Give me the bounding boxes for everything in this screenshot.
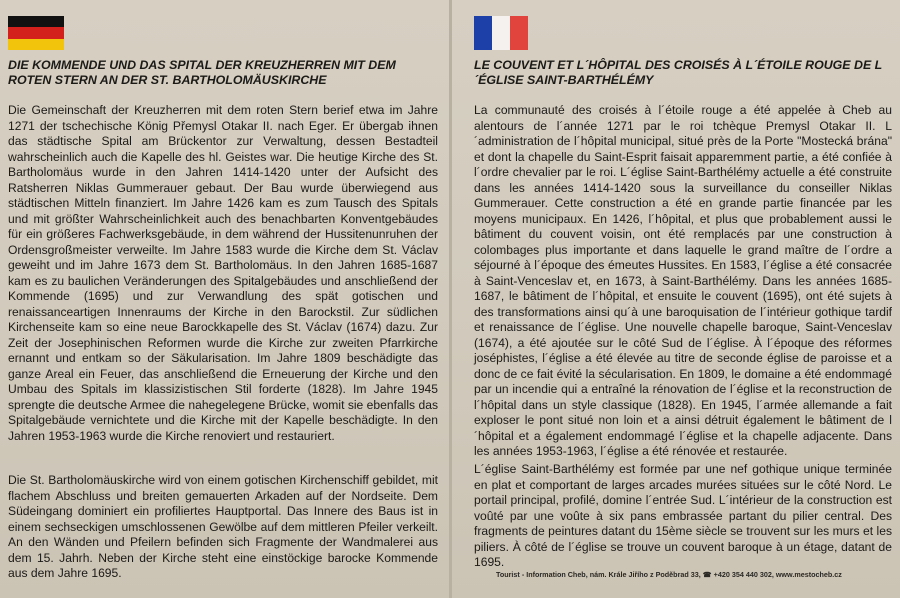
french-paragraph-1: La communauté des croisés à l´étoile rouge a été appelée à Cheb au alentours de l´année 1271 par le roi tchèque Premysl Otakar II. L´administration de l´hôpital municipal, situé près de la Porte "Mostecká brána" et dont la chapelle du Saint-Esprit faisait apparemment partie, a été confiée à l´ordre chevalier par le roi. L´église Saint-Barthélémy actuelle a été construite dans les années 1414-1420 sous la surveillance du conseiller Niklas Gummerauer. Cette construction a été en grande partie financée par les moyens municipaux. En 1426, l´hôpital, et plus que probablement aussi le bâtiment du couvent voisin, ont été remplacés par une construction à colombages plus importante et dans laquelle le grand maître de l´ordre a séjourné à l´époque des émeutes Hussites. En 1583, l´église a été consacrée à Saint-Venceslav et, en 1673, à Saint-Barthélémy. Dans les années 1685-1687, le bâtiment de l´hôpital, et ensuite le couvent (1695), ont été sujets à des transformations ainsi qu´à une baroquisation de l´intérieur gothique tardif et renaissance de l´église. Une nouvelle chapelle baroque, Saint-Venceslav (1674), a été ajoutée sur le côté Sud de l´église. À l´époque des réformes joséphistes, l´église a été élevée au titre de seconde église de paroisse et a donc de ce fait évité la sécularisation. En 1809, le domaine a été endommagé par un incendie qui a entraîné la rénovation de l´église et la reconstruction de l´hôpital dans un style classique (1828). En 1945, l´armée allemande a fait exploser le pont situé non loin et a ainsi détruit également le bâtiment de l´hôpital et a également endommagé l´église et la chapelle adjacente. Dans les années 1953-1963, l´église a été rénovée et restaurée. bbox=[474, 103, 892, 458]
german-flag-icon bbox=[8, 16, 64, 50]
french-paragraph-2: L´église Saint-Barthélémy est formée par une nef gothique unique terminée en plat et comportant de larges arcades murées situées sur le côté Nord. Le portail principal, profilé, domine l´entrée Sud. L´intérieur de la construction est voûté par une voûte à six pans embrassée partant du pilier central. Des fragments de peintures datant du 15ème siècle se trouvent sur les murs et les piliers. À côté de l´église se trouve un couvent baroque à un étage, datant de 1695. bbox=[474, 462, 892, 569]
german-title: DIE KOMMENDE UND DAS SPITAL DER KREUZHERREN MIT DEM ROTEN STERN AN DER ST. BARTHOLOMÄUSKIRCHE bbox=[8, 58, 396, 87]
column-divider bbox=[449, 0, 452, 598]
german-paragraph-1: Die Gemeinschaft der Kreuzherren mit dem roten Stern berief etwa im Jahre 1271 der tschechische König Přemysl Otakar II. nach Eger. Er übergab ihnen das städtische Spital am Brückentor zur Verwaltung, dessen Bestadteil wahrscheinlich auch die Kapelle des hl. Geistes war. Die heutige Kirche des St. Bartholomäus wurde in den Jahren 1414-1420 unter der Aufsicht des Ratsherren Niklas Gummerauer gebaut. Der Bau wurde überwiegend aus städtischen Mitteln finanziert. Im Jahre 1426 kam es zum Tausch des Spitals und mit größter Wahrscheinlichkeit auch des benachbarten Konventgebäudes für ein größeres Fachwerksgebäude, in dem während der Hussitenunruhen der Ordensgroßmeister verweilte. Im Jahre 1583 wurde die Kirche dem St. Václav geweiht und im Jahre 1673 dem St. Bartholomäus. In den Jahren 1685-1687 kam es zu baulichen Veränderungen des Spitalgebäudes und anschließend der Kommende (1695) und zur Verwandlung des spät gotischen und renaissanceartigen Innenraums der Kirche in den Barockstil. Zur südlichen Kirchenseite kam so eine neue Barockkapelle des St. Václav (1674) dazu. Zur Zeit der Josephinischen Reformen wurde die Kirche zur zweiten Pfarrkirche ernannt und entkam so der Säkularisation. Im Jahre 1809 beschädigte das ganze Areal ein Feuer, das anschließend die Erneuerung der Kirche und den Umbau des Spitals im klassizistischen Stil forderte (1828). Im Jahre 1945 sprengte die deutsche Armee die nahegelegene Brücke, womit sie ebenfalls das Spitalgebäude vernichtete und die Kirche mit der Kapelle beschädigte. In den Jahren 1953-1963 wurde die Kirche renoviert und restauriert. bbox=[8, 103, 438, 443]
german-paragraph-2: Die St. Bartholomäuskirche wird von einem gotischen Kirchenschiff gebildet, mit flachem Abschluss und breiten gemauerten Arkaden auf der Nordseite. Dem Südeingang dominiert ein profiliertes Hauptportal. Das Innere des Baus ist in einem sechseckigen umschlossenen Gewölbe auf dem mittleren Pfeiler verkeilt. An den Wänden und Pfeilern befinden sich Fragmente der Wandmalerei aus dem 15. Jahrh. Neben der Kirche steht eine einstöckige barocke Kommende aus dem Jahre 1695. bbox=[8, 473, 438, 580]
french-title: LE COUVENT ET L´HÔPITAL DES CROISÉS À L´ÉTOILE ROUGE DE L´ÉGLISE SAINT-BARTHÉLÉMY bbox=[474, 58, 883, 87]
footer-contact: Tourist - Information Cheb, nám. Krále Jiřího z Poděbrad 33, ☎ +420 354 440 302, www.mestocheb.cz bbox=[496, 570, 842, 579]
french-flag-icon bbox=[474, 16, 528, 50]
